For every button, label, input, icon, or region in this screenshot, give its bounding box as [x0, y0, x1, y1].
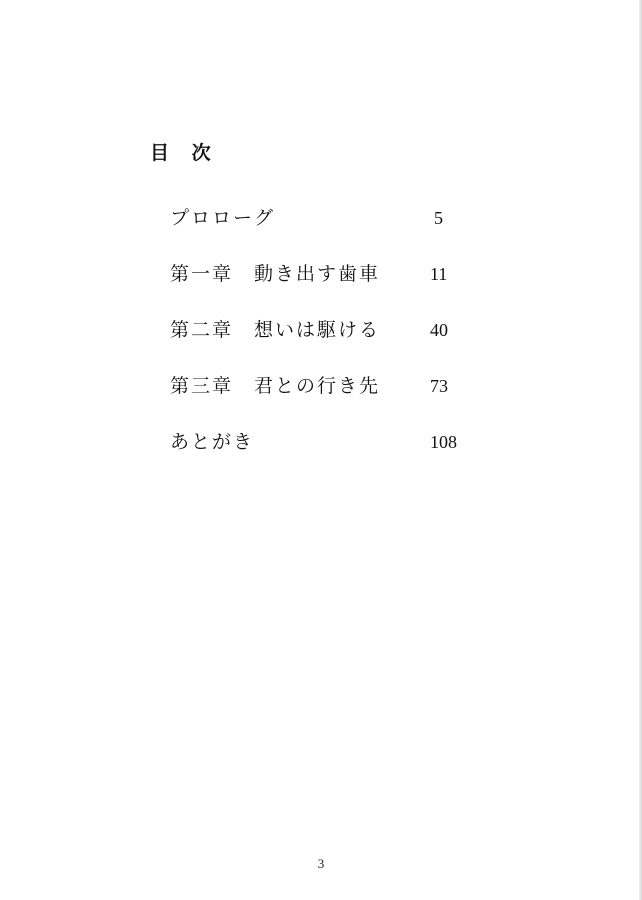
toc-entry-page: 40	[430, 320, 448, 340]
toc-entry-chapter-1	[170, 259, 470, 315]
page-number: 3	[317, 856, 325, 871]
toc-entry-title: プロローグ	[170, 207, 276, 229]
toc-entry-title: あとがき	[170, 431, 255, 453]
toc-entry-chapter-3	[170, 371, 470, 427]
toc-heading: 目 次	[150, 142, 219, 164]
toc-entry-page: 108	[430, 432, 457, 452]
toc-entry-page: 5	[434, 208, 443, 228]
toc-entry-prologue	[170, 203, 470, 259]
toc-entry-afterword	[170, 427, 470, 483]
toc-entry-title: 第二章 想いは駆ける	[170, 319, 381, 341]
toc-entry-page: 11	[430, 264, 448, 284]
toc-entry-title: 第一章 動き出す歯車	[170, 263, 381, 285]
toc-list	[170, 203, 470, 483]
toc-entry-page: 73	[430, 376, 448, 396]
toc-entry-title: 第三章 君との行き先	[170, 375, 381, 397]
toc-entry-chapter-2	[170, 315, 470, 371]
